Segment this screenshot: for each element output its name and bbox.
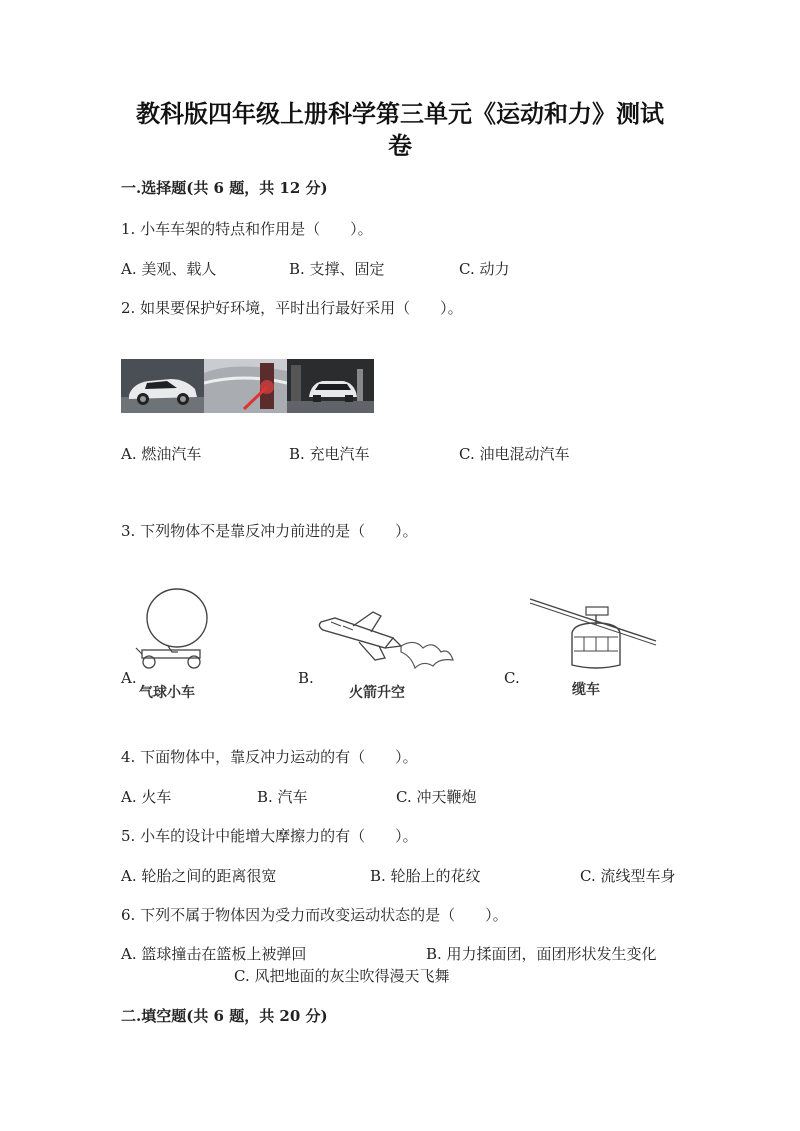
question-5-stem: 5. 小车的设计中能增大摩擦力的有（ ）。 bbox=[121, 827, 418, 845]
page-title-continued: 卷 bbox=[388, 131, 412, 160]
question-1-option-c: C. 动力 bbox=[459, 260, 510, 278]
question-1-option-a: A. 美观、载人 bbox=[121, 260, 217, 278]
question-6-option-c: C. 风把地面的灰尘吹得漫天飞舞 bbox=[234, 967, 450, 985]
caption-rocket-launch: 火箭升空 bbox=[349, 685, 405, 701]
question-2-option-a: A. 燃油汽车 bbox=[121, 445, 202, 463]
caption-balloon-car: 气球小车 bbox=[139, 685, 195, 701]
question-4-option-a: A. 火车 bbox=[121, 788, 172, 806]
question-2-option-c: C. 油电混动汽车 bbox=[459, 445, 570, 463]
question-4-option-b: B. 汽车 bbox=[257, 788, 308, 806]
photo-hybrid-car bbox=[287, 359, 374, 413]
page-title: 教科版四年级上册科学第三单元《运动和力》测试 bbox=[136, 99, 664, 128]
section-heading-fill-blank: 二.填空题(共 6 题，共 20 分) bbox=[121, 1007, 328, 1025]
question-2-stem: 2. 如果要保护好环境，平时出行最好采用（ ）。 bbox=[121, 299, 463, 317]
rocket-drawing bbox=[315, 608, 457, 676]
section-heading-choice: 一.选择题(共 6 题，共 12 分) bbox=[121, 179, 328, 197]
question-3-stem: 3. 下列物体不是靠反冲力前进的是（ ）。 bbox=[121, 522, 418, 540]
question-5-option-c: C. 流线型车身 bbox=[580, 867, 676, 885]
question-4-option-c: C. 冲天鞭炮 bbox=[396, 788, 477, 806]
photo-charging-car bbox=[204, 359, 287, 413]
question-1-option-b: B. 支撑、固定 bbox=[289, 260, 385, 278]
question-5-option-b: B. 轮胎上的花纹 bbox=[370, 867, 481, 885]
cable-car-drawing bbox=[528, 593, 658, 675]
question-3-option-c-label: C. bbox=[504, 669, 520, 687]
question-6-option-b: B. 用力揉面团，面团形状发生变化 bbox=[426, 945, 657, 963]
caption-cable-car: 缆车 bbox=[572, 682, 600, 698]
photo-fuel-car bbox=[121, 359, 204, 413]
question-1-stem: 1. 小车车架的特点和作用是（ ）。 bbox=[121, 220, 373, 238]
question-6-stem: 6. 下列不属于物体因为受力而改变运动状态的是（ ）。 bbox=[121, 906, 508, 924]
question-3-option-b-label: B. bbox=[298, 669, 314, 687]
question-2-option-b: B. 充电汽车 bbox=[289, 445, 370, 463]
question-6-option-a: A. 篮球撞击在篮板上被弹回 bbox=[121, 945, 307, 963]
balloon-car-drawing bbox=[134, 588, 208, 672]
question-3-option-a-label: A. bbox=[121, 669, 137, 687]
question-4-stem: 4. 下面物体中，靠反冲力运动的有（ ）。 bbox=[121, 748, 418, 766]
question-5-option-a: A. 轮胎之间的距离很宽 bbox=[121, 867, 277, 885]
